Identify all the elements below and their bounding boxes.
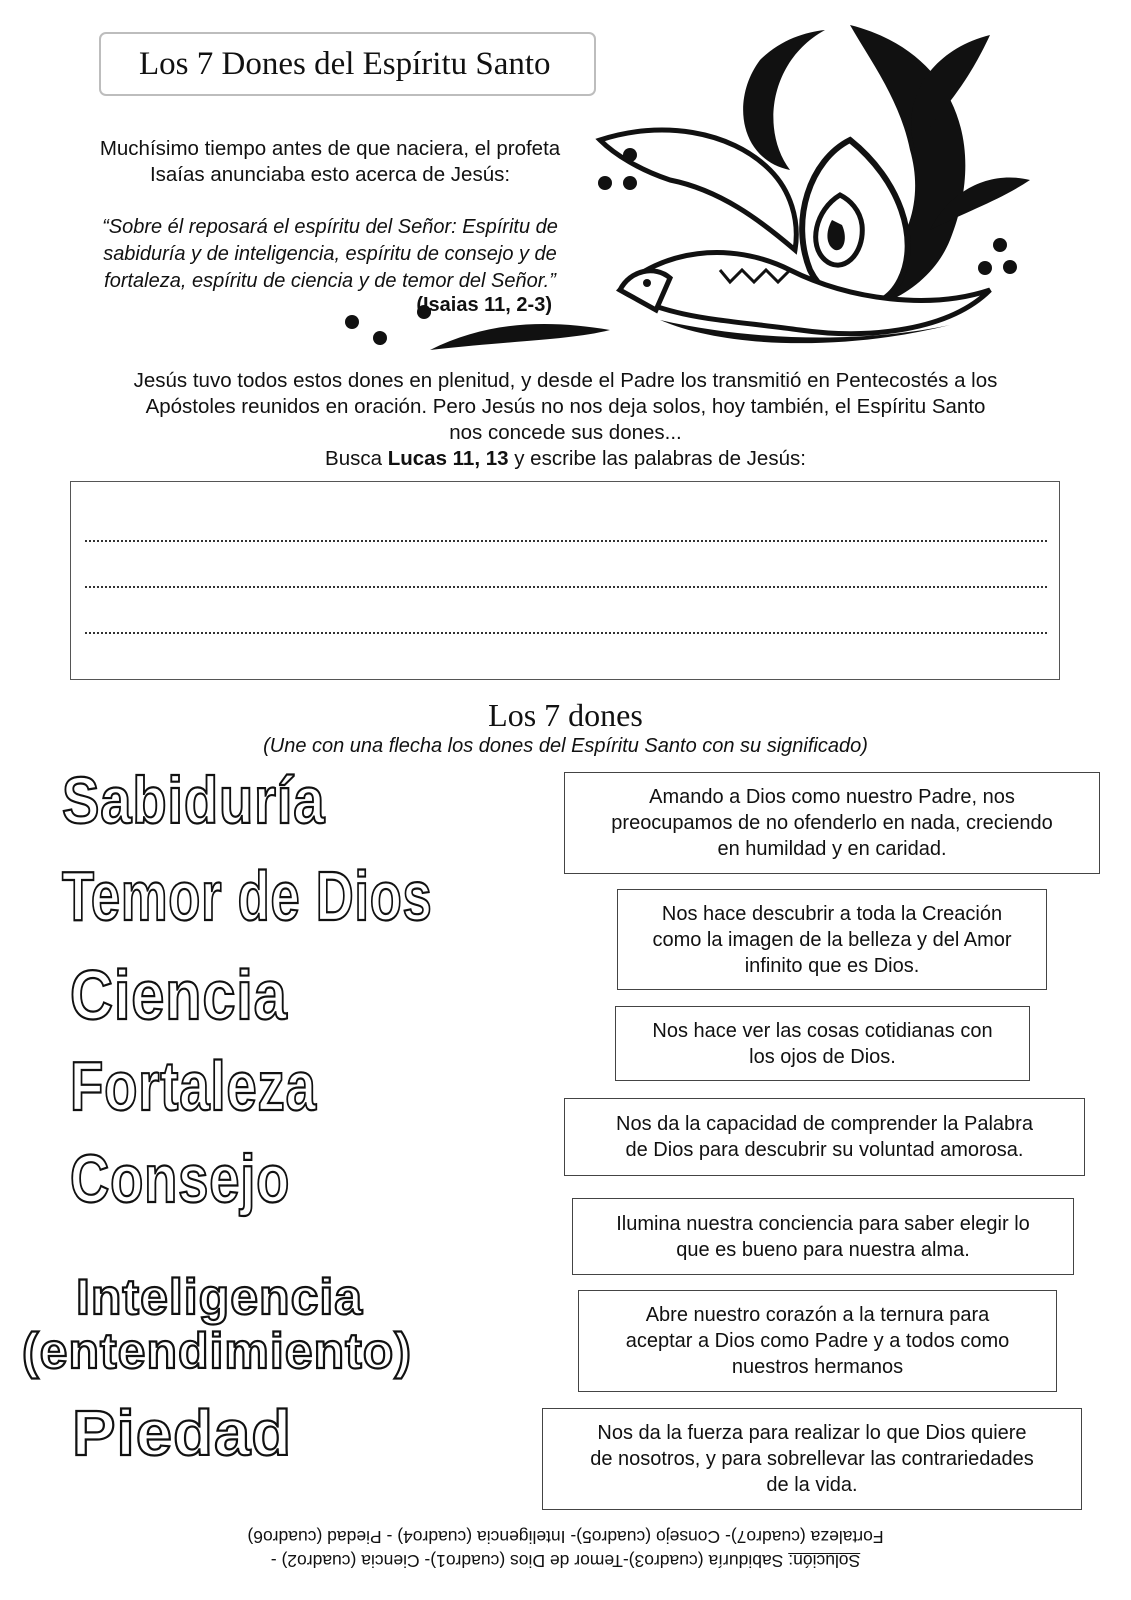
gift-temor-de-dios[interactable]: Temor de Dios (62, 857, 433, 935)
meaning-box-1[interactable] (564, 772, 1100, 874)
paragraph-line-3: nos concede sus dones... (449, 421, 682, 444)
meaning-box-4[interactable] (564, 1098, 1085, 1176)
gift-inteligencia[interactable]: Inteligencia (76, 1269, 364, 1325)
busca-instruction (40, 446, 1091, 472)
flame-tongue-1 (743, 30, 825, 170)
solution-line-1: Sabiduría (cuadro3)-Temor de Dios (cuadro1)- Ciencia (cuadro2) - (270, 1551, 789, 1571)
meaning-box-3[interactable] (615, 1006, 1030, 1081)
solution-text (0, 1525, 1131, 1573)
busca-reference: Lucas 11, 13 (387, 447, 509, 470)
meaning-7-line-2: de nosotros, y para sobrellevar las contrariedades (590, 1448, 1034, 1470)
meaning-5-line-1: Ilumina nuestra conciencia para saber elegir lo (616, 1212, 1030, 1235)
quote-reference: (Isaias 11, 2-3) (416, 294, 552, 316)
quote-line-2: sabiduría y de inteligencia, espíritu de consejo y de (103, 243, 557, 265)
paragraph-line-1: Jesús tuvo todos estos dones en plenitud, y desde el Padre los transmitió en Pentecostés a los (133, 369, 998, 392)
gift-piedad[interactable]: Piedad (72, 1397, 293, 1469)
section-instruction: (Une con una flecha los dones del Espíritu Santo con su significado) (263, 735, 868, 757)
meaning-box-7[interactable] (542, 1408, 1082, 1510)
intro-line-2: Isaías anunciaba esto acerca de Jesús: (149, 163, 511, 186)
gift-fortaleza[interactable]: Fortaleza (70, 1047, 317, 1125)
meaning-4-line-1: Nos da la capacidad de comprender la Palabra (616, 1113, 1033, 1135)
meaning-5-line-2: que es bueno para nuestra alma. (676, 1238, 970, 1261)
busca-suffix: y escribe las palabras de Jesús: (508, 447, 806, 470)
busca-prefix: Busca (325, 447, 388, 470)
meaning-box-6[interactable] (578, 1290, 1057, 1392)
meaning-2-line-2: como la imagen de la belleza y del Amor (652, 928, 1012, 951)
dove-tail (430, 324, 610, 350)
meaning-1-line-1: Amando a Dios como nuestro Padre, nos (649, 786, 1015, 808)
meaning-box-5[interactable] (572, 1198, 1074, 1275)
meaning-4-line-2: de Dios para descubrir su voluntad amorosa. (625, 1139, 1024, 1161)
gift-ciencia[interactable]: Ciencia (70, 956, 288, 1034)
gift-inteligencia-sub[interactable]: (entendimiento) (22, 1323, 412, 1379)
gift-consejo[interactable]: Consejo (70, 1141, 291, 1217)
meaning-1-line-2: preocupamos de no ofenderlo en nada, creciendo (611, 812, 1053, 834)
solution-line-2: Fortaleza (cuadro7)- Consejo (cuadro5)- Inteligencia (cuadro4) - Piedad (cuadro6) (247, 1527, 884, 1547)
meaning-6-line-2: aceptar a Dios como Padre y a todos como (625, 1330, 1010, 1352)
meaning-2-line-3: infinito que es Dios. (744, 954, 920, 977)
quote-line-1: “Sobre él reposará el espíritu del Señor: Espíritu de (102, 216, 558, 238)
paragraph-line-2: Apóstoles reunidos en oración. Pero Jesús no nos deja solos, hoy también, el Espíritu Santo (145, 395, 986, 418)
answer-line[interactable] (85, 584, 1047, 588)
meaning-3-line-1: Nos hace ver las cosas cotidianas con (652, 1019, 993, 1042)
meaning-2-line-1: Nos hace descubrir a toda la Creación (661, 902, 1003, 925)
gift-sabiduria[interactable]: Sabiduría (62, 763, 326, 837)
page-title: Los 7 Dones del Espíritu Santo (99, 32, 596, 96)
meaning-7-line-1: Nos da la fuerza para realizar lo que Dios quiere (597, 1422, 1027, 1444)
quote-line-3: fortaleza, espíritu de ciencia y de temor del Señor.” (104, 270, 556, 292)
solution-label: Solución: (788, 1551, 861, 1571)
meaning-6-line-3: nuestros hermanos (731, 1356, 904, 1378)
answer-box[interactable] (70, 481, 1060, 680)
section-title: Los 7 dones (488, 697, 643, 733)
meaning-1-line-3: en humildad y en caridad. (717, 838, 947, 860)
answer-line[interactable] (85, 630, 1047, 634)
meaning-3-line-2: los ojos de Dios. (749, 1045, 896, 1068)
intro-line-1: Muchísimo tiempo antes de que naciera, el profeta (99, 137, 561, 160)
meaning-box-2[interactable] (617, 889, 1047, 990)
answer-line[interactable] (85, 538, 1047, 542)
meaning-7-line-3: de la vida. (766, 1474, 858, 1496)
meaning-6-line-1: Abre nuestro corazón a la ternura para (645, 1304, 990, 1326)
